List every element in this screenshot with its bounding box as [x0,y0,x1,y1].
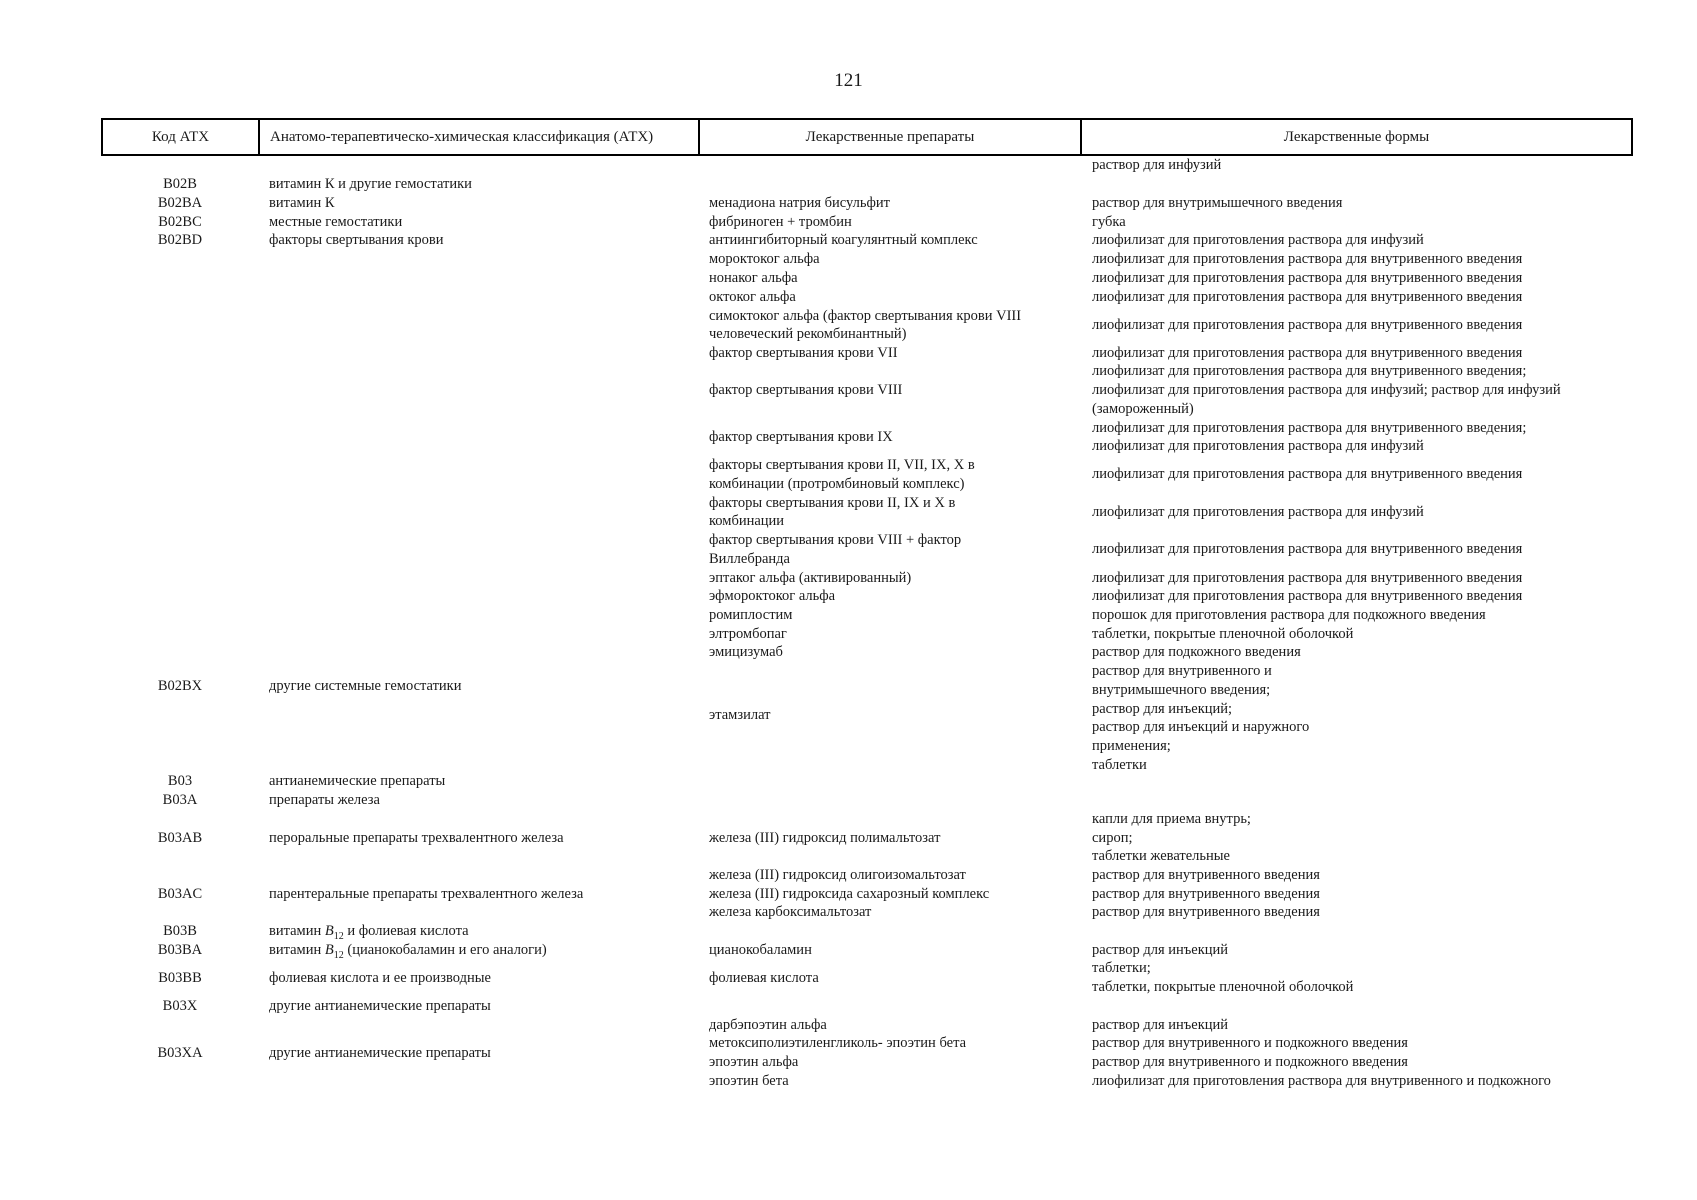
drug-name: эпоэтин альфа [709,1054,799,1070]
atx-code: B02BX [157,678,203,694]
atx-class: местные гемостатики [269,214,403,230]
drug-name: человеческий рекомбинантный) [709,326,907,342]
drug-name: Виллебранда [709,551,790,567]
header-forms: Лекарственные формы [1283,128,1430,145]
drug-name: элтромбопаг [709,626,787,642]
dosage-form: таблетки, покрытые пленочной оболочкой [1092,626,1354,642]
atx-class: другие системные гемостатики [269,678,462,694]
drug-name: антиингибиторный коагулянтный комплекс [709,232,978,248]
atx-class: витамин К и другие гемостатики [269,176,472,192]
class-text: B [324,923,334,939]
dosage-form: лиофилизат для приготовления раствора для внутривенного введения [1092,251,1523,267]
atx-code: B03A [162,792,198,808]
dosage-form: губка [1092,214,1126,230]
dosage-form: раствор для инфузий [1092,157,1222,173]
subscript: 12 [333,930,344,942]
drug-name: факторы свертывания крови II, VII, IX, X в [709,457,975,473]
drug-name: менадиона натрия бисульфит [709,195,890,211]
dosage-form: раствор для инъекций и наружного [1092,719,1310,735]
atx-class: антианемические препараты [269,773,446,789]
class-text: витамин [269,923,325,939]
drug-name: метоксиполиэтиленгликоль- эпоэтин бета [709,1035,967,1051]
table-header [101,118,1633,156]
dosage-form: таблетки, покрытые пленочной оболочкой [1092,979,1354,995]
header-code: Код АТХ [103,120,260,154]
dosage-form: лиофилизат для приготовления раствора для внутривенного введения [1092,345,1523,361]
atx-code: B02B [163,176,197,192]
drug-name: фактор свертывания крови VIII [709,382,903,398]
drug-name: железа (III) гидроксида сахарозный комплекс [709,886,990,902]
dosage-form: (замороженный) [1092,401,1194,417]
dosage-form: раствор для внутривенного и подкожного введения [1092,1054,1408,1070]
atx-class [269,941,547,965]
drug-name: ромиплостим [709,607,793,623]
drug-name: фактор свертывания крови IX [709,429,893,445]
atx-code: B03B [163,923,197,939]
dosage-form: лиофилизат для приготовления раствора для внутривенного введения [1092,466,1523,482]
drug-name: комбинации [709,513,785,529]
dosage-form: сироп; [1092,830,1133,846]
dosage-form: раствор для внутримышечного введения [1092,195,1343,211]
atx-code: B03AB [157,830,203,846]
drug-name: симоктоког альфа (фактор свертывания крови VIII [709,308,1022,324]
atx-code: B02BD [157,232,203,248]
drug-name: фибриноген + тромбин [709,214,852,230]
drug-name: железа (III) гидроксид олигоизомальтозат [709,867,966,883]
atx-class: другие антианемические препараты [269,1045,491,1061]
dosage-form: лиофилизат для приготовления раствора для внутривенного введения [1092,570,1523,586]
dosage-form: внутримышечного введения; [1092,682,1271,698]
drug-name: октоког альфа [709,289,796,305]
dosage-form: порошок для приготовления раствора для подкожного введения [1092,607,1486,623]
atx-code: B03AC [157,886,203,902]
drug-name: фолиевая кислота [709,970,819,986]
page-number: 121 [834,70,863,91]
class-text: (цианокобаламин и его аналоги) [343,942,547,958]
dosage-form: раствор для инъекций; [1092,701,1233,717]
dosage-form: лиофилизат для приготовления раствора для внутривенного введения [1092,289,1523,305]
drug-name: фактор свертывания крови VIII + фактор [709,532,962,548]
atx-code: B03XA [157,1045,203,1061]
atx-code: B03 [167,773,193,789]
drug-name: железа карбоксимальтозат [709,904,872,920]
drug-name: эпоэтин бета [709,1073,789,1089]
atx-class: витамин К [269,195,335,211]
atx-class: препараты железа [269,792,380,808]
dosage-form: раствор для внутривенного и [1092,663,1272,679]
subscript: 12 [333,949,344,961]
class-text: B [324,942,334,958]
drug-name: мороктоког альфа [709,251,820,267]
atx-code: B03BA [157,942,203,958]
dosage-form: раствор для внутривенного введения [1092,867,1320,883]
dosage-form: лиофилизат для приготовления раствора для внутривенного введения [1092,541,1523,557]
dosage-form: раствор для инъекций [1092,1017,1229,1033]
drug-name: эфмороктоког альфа [709,588,836,604]
atx-code: B02BC [158,214,202,230]
dosage-form: раствор для внутривенного введения [1092,886,1320,902]
drug-name: комбинации (протромбиновый комплекс) [709,476,965,492]
drug-name: эптаког альфа (активированный) [709,570,912,586]
dosage-form: лиофилизат для приготовления раствора для внутривенного введения; [1092,420,1527,436]
dosage-form: лиофилизат для приготовления раствора для внутривенного введения [1092,270,1523,286]
dosage-form: раствор для инъекций [1092,942,1229,958]
dosage-form: применения; [1092,738,1171,754]
header-drugs: Лекарственные препараты [700,120,1082,154]
dosage-form: лиофилизат для приготовления раствора для внутривенного введения; [1092,363,1527,379]
dosage-form: таблетки; [1092,960,1151,976]
dosage-form: лиофилизат для приготовления раствора для внутривенного и подкожного [1092,1073,1551,1089]
dosage-form: лиофилизат для приготовления раствора для инфузий [1092,232,1424,248]
atx-class: другие антианемические препараты [269,998,491,1014]
drug-name: эмицизумаб [709,644,783,660]
atx-code: B02BA [157,195,203,211]
dosage-form: раствор для внутривенного введения [1092,904,1320,920]
drug-name: цианокобаламин [709,942,812,958]
dosage-form: капли для приема внутрь; [1092,811,1251,827]
dosage-form: таблетки жевательные [1092,848,1230,864]
drug-name: этамзилат [709,707,771,723]
drug-name: факторы свертывания крови II, IX и X в [709,495,956,511]
atx-class: фолиевая кислота и ее производные [269,970,491,986]
header-classification: Анатомо-терапевтическо-химическая классификация (АТХ) [260,120,700,154]
drug-name: дарбэпоэтин альфа [709,1017,827,1033]
drug-name: нонаког альфа [709,270,798,286]
dosage-form: таблетки [1092,757,1147,773]
drug-name: фактор свертывания крови VII [709,345,898,361]
atx-class: парентеральные препараты трехвалентного железа [269,886,584,902]
atx-class: пероральные препараты трехвалентного железа [269,830,564,846]
class-text: и фолиевая кислота [343,923,469,939]
dosage-form: лиофилизат для приготовления раствора для инфузий; раствор для инфузий [1092,382,1561,398]
drug-name: железа (III) гидроксид полимальтозат [709,830,941,846]
dosage-form: лиофилизат для приготовления раствора для внутривенного введения [1092,317,1523,333]
dosage-form: лиофилизат для приготовления раствора для инфузий [1092,438,1424,454]
dosage-form: раствор для внутривенного и подкожного введения [1092,1035,1408,1051]
atx-code: B03X [162,998,198,1014]
atx-code: B03BB [158,970,202,986]
class-text: витамин [269,942,325,958]
dosage-form: лиофилизат для приготовления раствора для внутривенного введения [1092,588,1523,604]
atx-class: факторы свертывания крови [269,232,444,248]
dosage-form: раствор для подкожного введения [1092,644,1301,660]
dosage-form: лиофилизат для приготовления раствора для инфузий [1092,504,1424,520]
